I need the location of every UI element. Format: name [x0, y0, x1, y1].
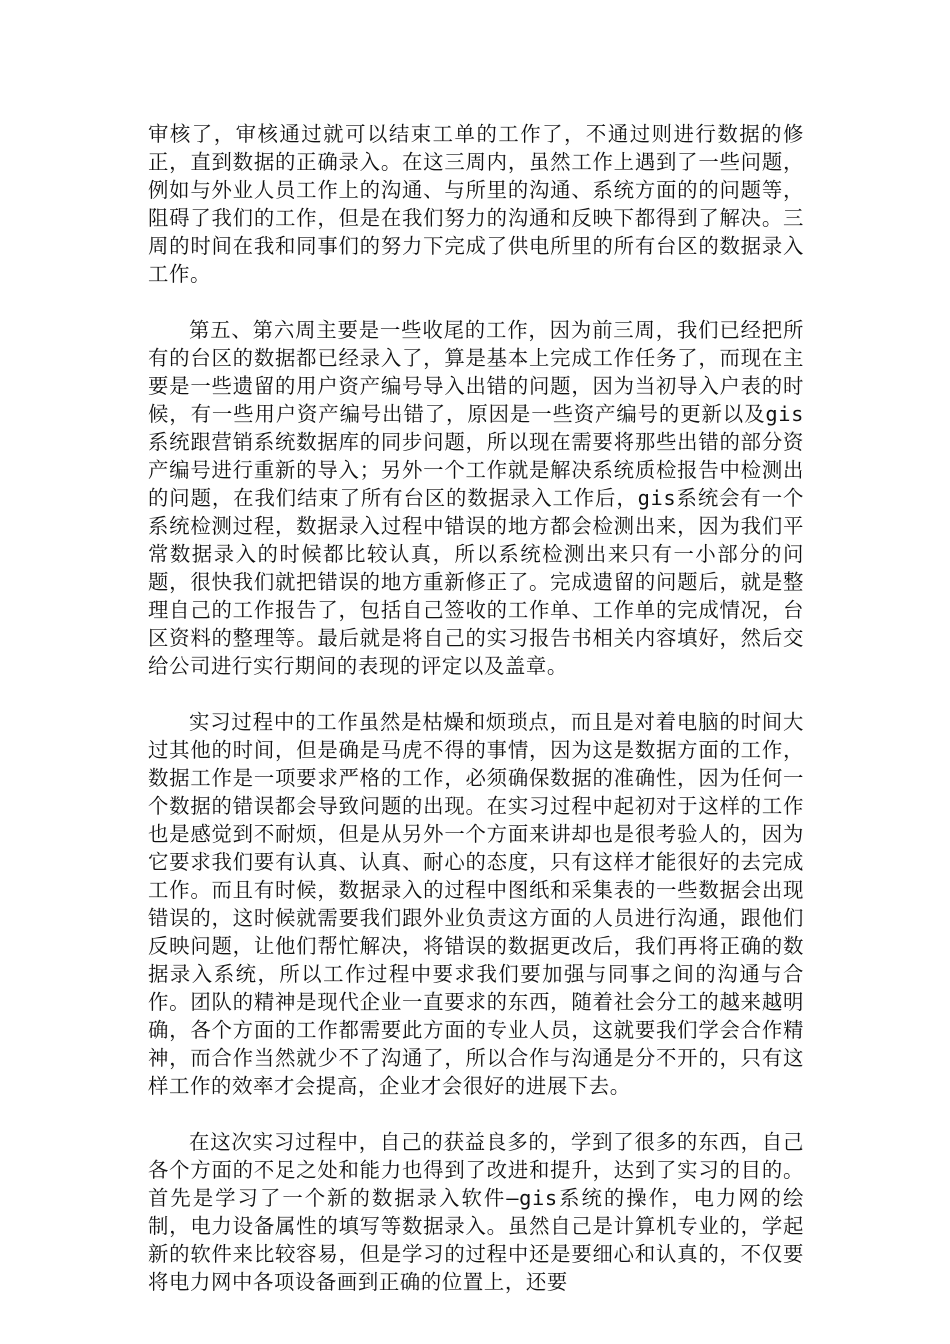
paragraph-3: 实习过程中的工作虽然是枯燥和烦琐点，而且是对着电脑的时间大过其他的时间，但是确是马虎不得的事情，因为这是数据方面的工作，数据工作是一项要求严格的工作，必须确保数据的准确性，因为任何一个数据的错误都会导致问题的出现。在实习过程中起初对于这样的工作也是感觉到不耐烦，但是从另外一个方面来讲却也是很考验人的，因为它要求我们要有认真、认真、耐心的态度，只有这样才能很好的去完成工作。而且有时候，数据录入的过程中图纸和采集表的一些数据会出现错误的，这时候就需要我们跟外业负责这方面的人员进行沟通，跟他们反映问题，让他们帮忙解决，将错误的数据更改后，我们再将正确的数据录入系统，所以工作过程中要求我们要加强与同事之间的沟通与合作。团队的精神是现代企业一直要求的东西，随着社会分工的越来越明确，各个方面的工作都需要此方面的专业人员，这就要我们学会合作精神，而合作当然就少不了沟通了，所以合作与沟通是分不开的，只有这样工作的效率才会提高，企业才会很好的进展下去。 — [148, 710, 804, 1098]
paragraph-2: 第五、第六周主要是一些收尾的工作，因为前三周，我们已经把所有的台区的数据都已经录入了，算是基本上完成工作任务了，而现在主要是一些遗留的用户资产编号导入出错的问题，因为当初导入户表的时候，有一些用户资产编号出错了，原因是一些资产编号的更新以及gis系统跟营销系统数据库的同步问题，所以现在需要将那些出错的部分资产编号进行重新的导入；另外一个工作就是解决系统质检报告中检测出的问题，在我们结束了所有台区的数据录入工作后，gis系统会有一个系统检测过程，数据录入过程中错误的地方都会检测出来，因为我们平常数据录入的时候都比较认真，所以系统检测出来只有一小部分的问题，很快我们就把错误的地方重新修正了。完成遗留的问题后，就是整理自己的工作报告了，包括自己签收的工作单、工作单的完成情况，台区资料的整理等。最后就是将自己的实习报告书相关内容填好，然后交给公司进行实行期间的表现的评定以及盖章。 — [148, 318, 804, 678]
paragraph-4: 在这次实习过程中，自己的获益良多的，学到了很多的东西，自己各个方面的不足之处和能力也得到了改进和提升，达到了实习的目的。首先是学习了一个新的数据录入软件—gis系统的操作，电力网的绘制，电力设备属性的填写等数据录入。虽然自己是计算机专业的，学起新的软件来比较容易，但是学习的过程中还是要细心和认真的，不仅要将电力网中各项设备画到正确的位置上，还要 — [148, 1130, 804, 1294]
document-body — [148, 120, 804, 1324]
paragraph-1: 审核了，审核通过就可以结束工单的工作了，不通过则进行数据的修正，直到数据的正确录入。在这三周内，虽然工作上遇到了一些问题，例如与外业人员工作上的沟通、与所里的沟通、系统方面的的问题等，阻碍了我们的工作，但是在我们努力的沟通和反映下都得到了解决。三周的时间在我和同事们的努力下完成了供电所里的所有台区的数据录入工作。 — [148, 122, 804, 286]
